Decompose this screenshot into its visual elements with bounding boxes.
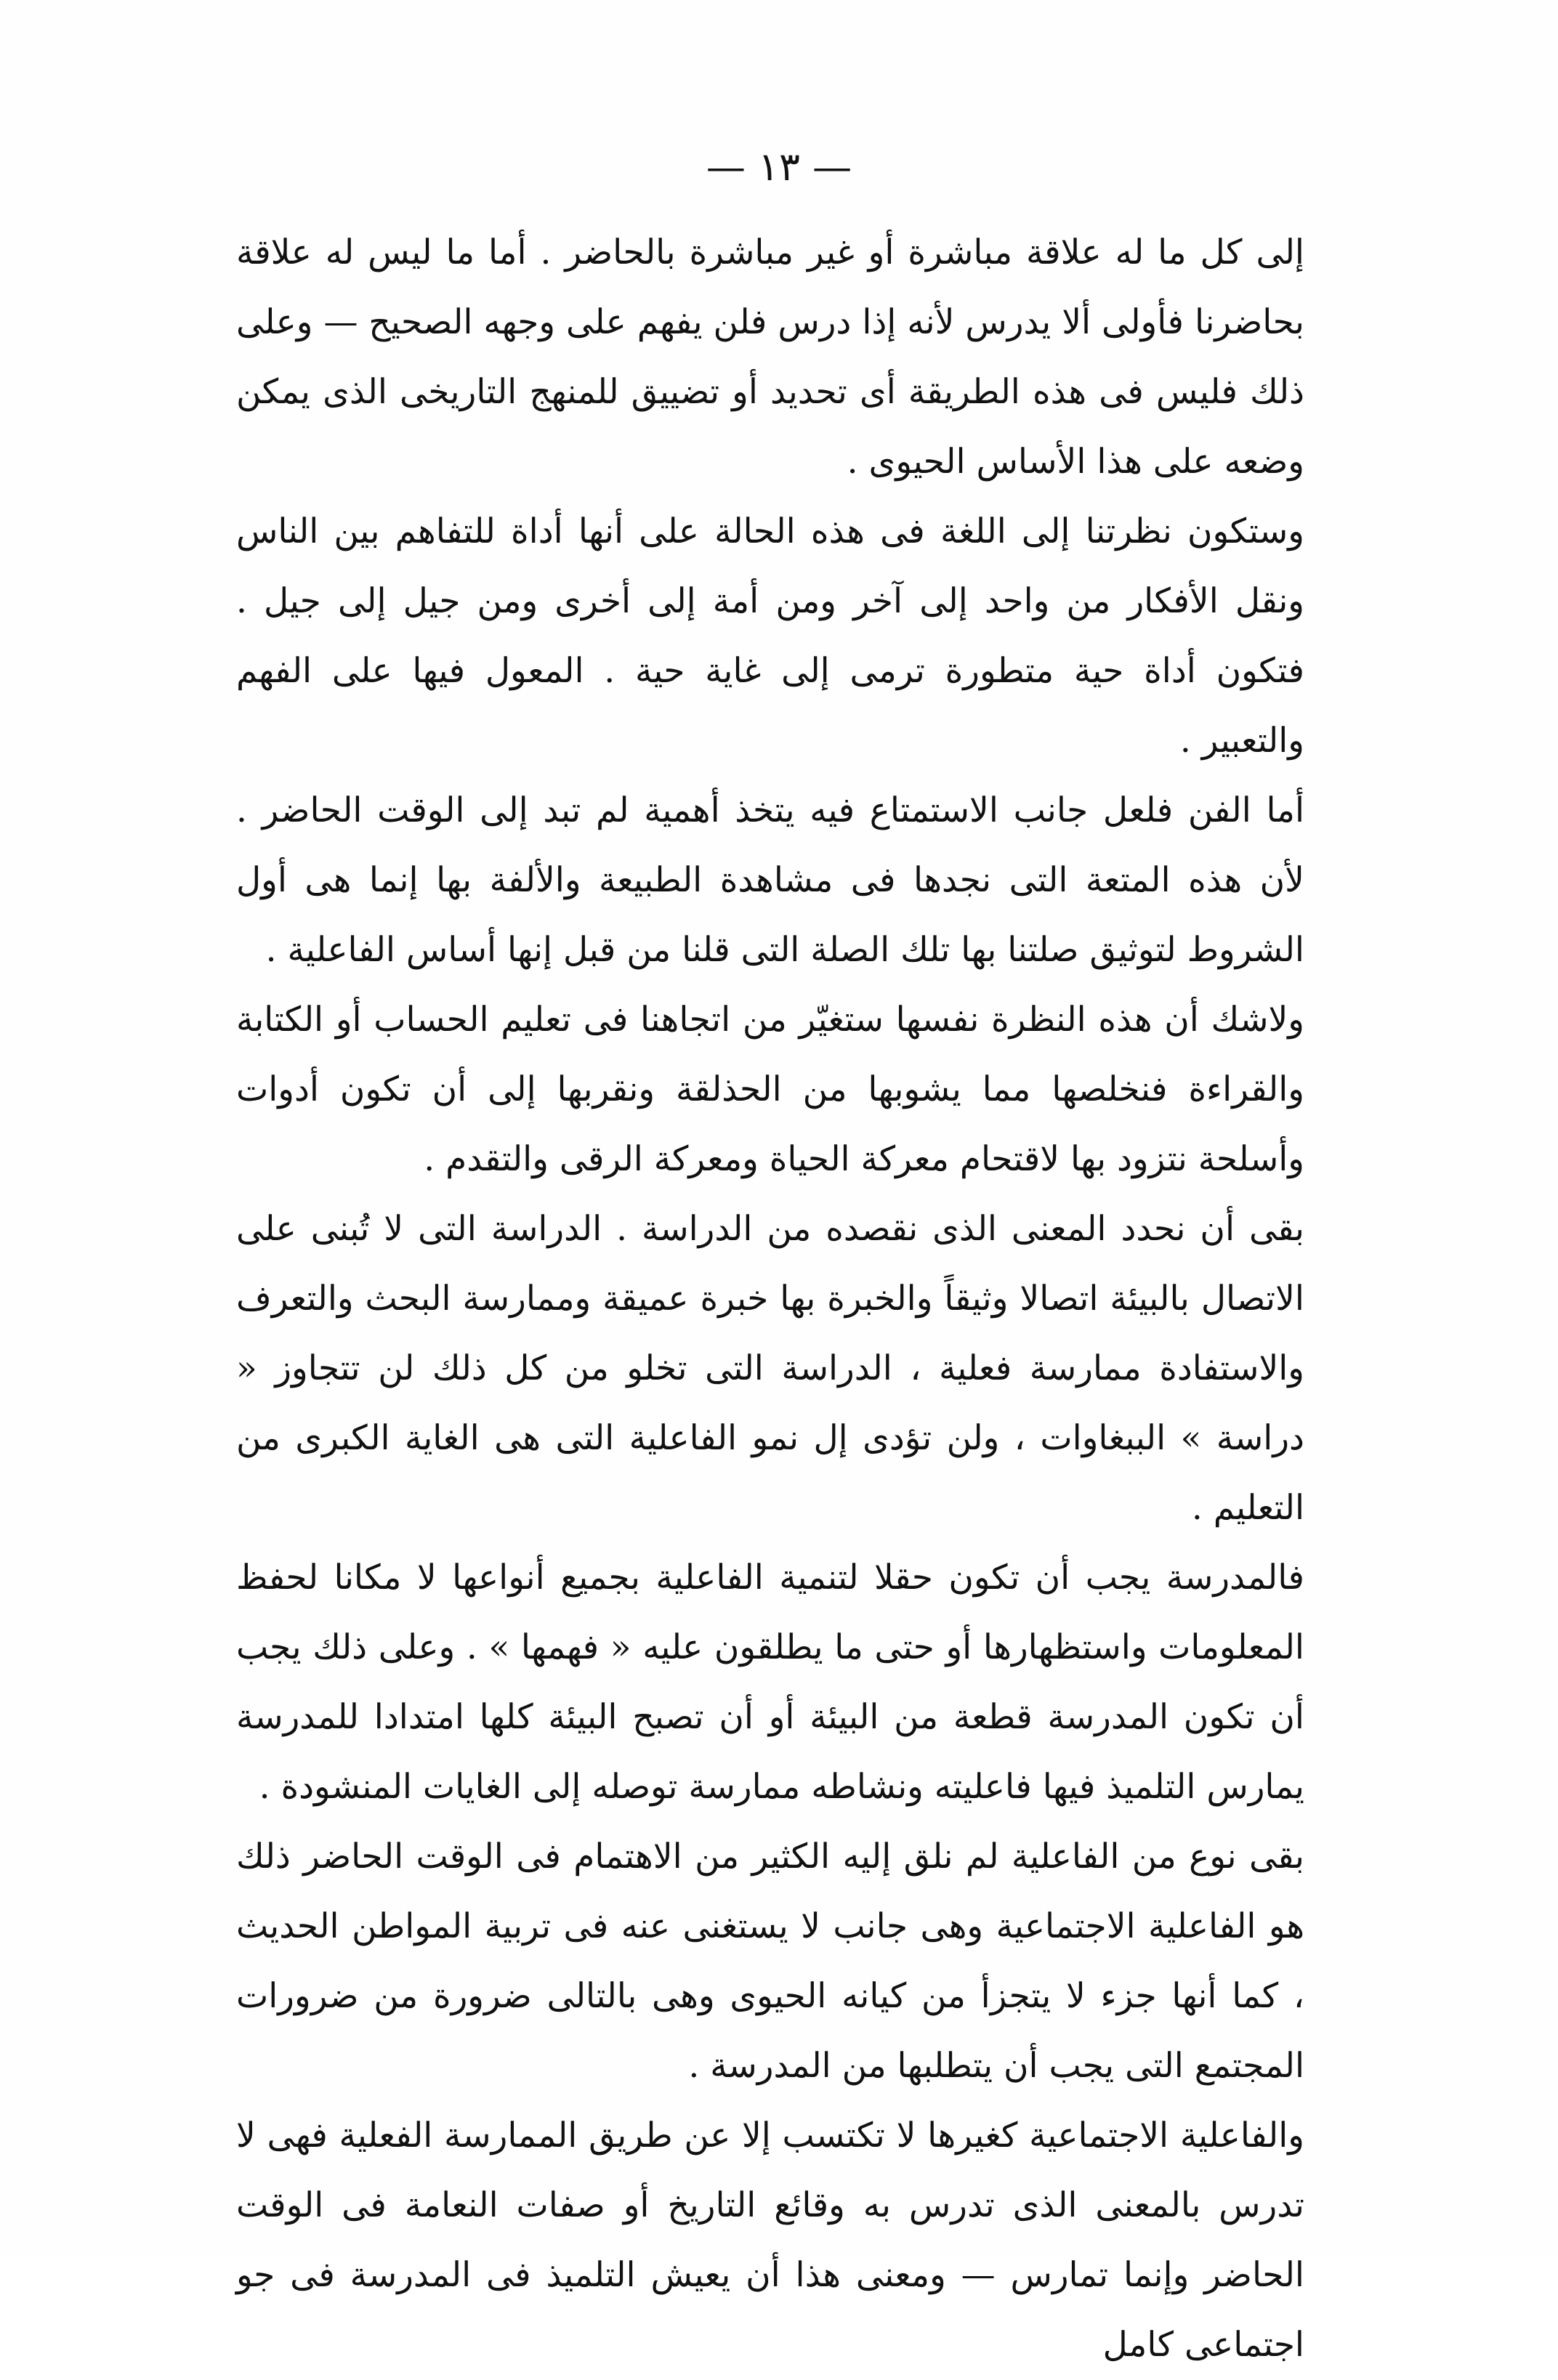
body-text bbox=[236, 218, 1304, 2380]
paragraph-4: ولاشك أن هذه النظرة نفسها ستغيّر من اتجاهنا فى تعليم الحساب أو الكتابة والقراءة فنخلصها مما يشوبها من الحذلقة ونقربها إلى أن تكون أدوات وأسلحة نتزود بها لاقتحام معركة الحياة ومعركة الرقى والتقدم . bbox=[236, 1000, 1304, 1179]
page-number: — ١٣ — bbox=[706, 144, 852, 190]
paragraph-5: بقى أن نحدد المعنى الذى نقصده من الدراسة . الدراسة التى لا تُبنى على الاتصال بالبيئة اتصالا وثيقاً والخبرة بها خبرة عميقة وممارسة البحث والتعرف والاستفادة ممارسة فعلية ، الدراسة التى تخلو من كل ذلك لن تتجاوز « دراسة » الببغاوات ، ولن تؤدى إل نمو الفاعلية التى هى الغاية الكبرى من التعليم . bbox=[236, 1209, 1304, 1528]
paragraph-1: إلى كل ما له علاقة مباشرة أو غير مباشرة بالحاضر . أما ما ليس له علاقة بحاضرنا فأولى ألا يدرس لأنه إذا درس فلن يفهم على وجهه الصحيح — وعلى ذلك فليس فى هذه الطريقة أى تحديد أو تضييق للمنهج التاريخى الذى يمكن وضعه على هذا الأساس الحيوى . bbox=[236, 232, 1304, 482]
paragraph-8: والفاعلية الاجتماعية كغيرها لا تكتسب إلا عن طريق الممارسة الفعلية فهى لا تدرس بالمعنى الذى تدرس به وقائع التاريخ أو صفات النعامة فى الوقت الحاضر وإنما تمارس — ومعنى هذا أن يعيش التلميذ فى المدرسة فى جو اجتماعى كامل bbox=[236, 2116, 1304, 2365]
paragraph-2: وستكون نظرتنا إلى اللغة فى هذه الحالة على أنها أداة للتفاهم بين الناس ونقل الأفكار من واحد إلى آخر ومن أمة إلى أخرى ومن جيل إلى جيل . فتكون أداة حية متطورة ترمى إلى غاية حية . المعول فيها على الفهم والتعبير . bbox=[236, 511, 1304, 761]
paragraph-3: أما الفن فلعل جانب الاستمتاع فيه يتخذ أهمية لم تبد إلى الوقت الحاضر . لأن هذه المتعة التى نجدها فى مشاهدة الطبيعة والألفة بها إنما هى أول الشروط لتوثيق صلتنا بها تلك الصلة التى قلنا من قبل إنها أساس الفاعلية . bbox=[236, 790, 1304, 970]
paragraph-6: فالمدرسة يجب أن تكون حقلا لتنمية الفاعلية بجميع أنواعها لا مكانا لحفظ المعلومات واستظهارها أو حتى ما يطلقون عليه « فهمها » . وعلى ذلك يجب أن تكون المدرسة قطعة من البيئة أو أن تصبح البيئة كلها امتدادا للمدرسة يمارس التلميذ فيها فاعليته ونشاطه ممارسة توصله إلى الغايات المنشودة . bbox=[236, 1558, 1304, 1807]
paragraph-7: بقى نوع من الفاعلية لم نلق إليه الكثير من الاهتمام فى الوقت الحاضر ذلك هو الفاعلية الاجتماعية وهى جانب لا يستغنى عنه فى تربية المواطن الحديث ، كما أنها جزء لا يتجزأ من كيانه الحيوى وهى بالتالى ضرورة من ضرورات المجتمع التى يجب أن يتطلبها من المدرسة . bbox=[236, 1837, 1304, 2086]
